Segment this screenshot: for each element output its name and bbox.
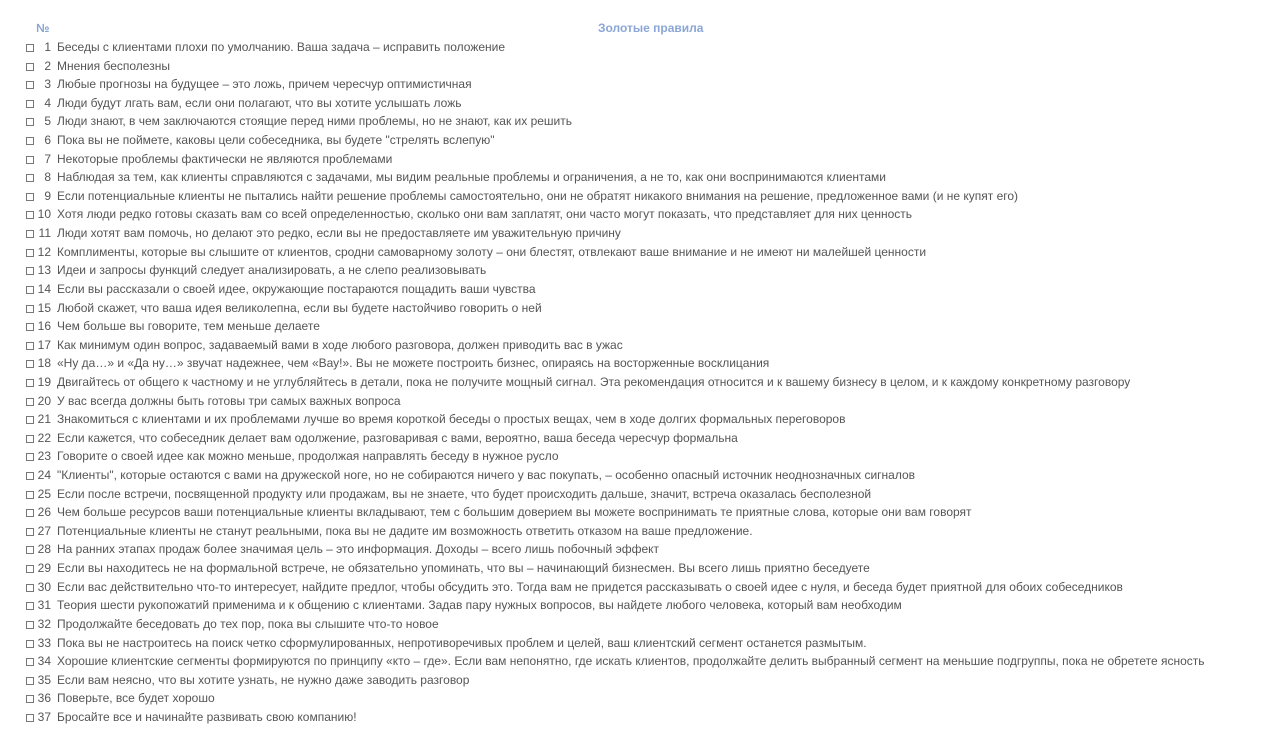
rule-number: 6 bbox=[44, 133, 51, 148]
checkbox[interactable] bbox=[26, 286, 34, 294]
checkbox[interactable] bbox=[26, 137, 34, 145]
list-item bbox=[0, 429, 1280, 448]
rule-number: 34 bbox=[37, 654, 51, 669]
list-item bbox=[0, 652, 1280, 671]
list-item bbox=[0, 187, 1280, 206]
table-header bbox=[0, 21, 1280, 37]
rule-text: Любые прогнозы на будущее – это ложь, причем чересчур оптимистичная bbox=[57, 77, 472, 92]
checkbox[interactable] bbox=[26, 491, 34, 499]
list-item bbox=[0, 392, 1280, 411]
rules-list bbox=[0, 38, 1280, 727]
list-item bbox=[0, 224, 1280, 243]
checkbox[interactable] bbox=[26, 398, 34, 406]
rule-number: 3 bbox=[44, 77, 51, 92]
list-item bbox=[0, 299, 1280, 318]
list-item bbox=[0, 634, 1280, 653]
checkbox[interactable] bbox=[26, 44, 34, 52]
rule-number: 11 bbox=[38, 226, 51, 241]
checkbox[interactable] bbox=[26, 416, 34, 424]
checkbox[interactable] bbox=[26, 174, 34, 182]
list-item bbox=[0, 447, 1280, 466]
rule-text: Хорошие клиентские сегменты формируются по принципу «кто – где». Если вам непонятно, где искать клиентов, продолжайте делить выбранный сегмент на меньшие подгруппы, пока не обретете ясность bbox=[57, 654, 1205, 669]
rule-text: "Клиенты", которые остаются с вами на дружеской ноге, но не собираются ничего у вас покупать, – особенно опасный источник неоднозначных сигналов bbox=[57, 468, 916, 483]
checkbox[interactable] bbox=[26, 695, 34, 703]
checkbox[interactable] bbox=[26, 453, 34, 461]
checkbox[interactable] bbox=[26, 267, 34, 275]
list-item bbox=[0, 205, 1280, 224]
list-item bbox=[0, 596, 1280, 615]
list-item bbox=[0, 112, 1280, 131]
checkbox[interactable] bbox=[26, 63, 34, 71]
rule-text: Если вы находитесь не на формальной встрече, не обязательно упоминать, что вы – начинающий бизнесмен. Вы всего лишь приятно беседуете bbox=[57, 561, 870, 576]
list-item bbox=[0, 671, 1280, 690]
rule-number: 2 bbox=[44, 58, 51, 73]
list-item bbox=[0, 522, 1280, 541]
list-item bbox=[0, 559, 1280, 578]
checkbox[interactable] bbox=[26, 156, 34, 164]
list-item bbox=[0, 410, 1280, 429]
checkbox[interactable] bbox=[26, 118, 34, 126]
rule-text: Чем больше ресурсов ваши потенциальные клиенты вкладывают, тем с большим доверием вы можете воспринимать те приятные слова, которые они вам говорят bbox=[57, 505, 972, 520]
list-item bbox=[0, 578, 1280, 597]
checkbox[interactable] bbox=[26, 249, 34, 257]
rule-number: 27 bbox=[37, 523, 51, 538]
rule-number: 15 bbox=[37, 300, 51, 315]
rule-number: 32 bbox=[37, 616, 51, 631]
rule-number: 26 bbox=[37, 505, 51, 520]
rule-number: 29 bbox=[37, 561, 51, 576]
rule-number: 36 bbox=[37, 691, 51, 706]
checkbox[interactable] bbox=[26, 211, 34, 219]
rule-text: У вас всегда должны быть готовы три самых важных вопроса bbox=[57, 393, 401, 408]
rule-number: 10 bbox=[37, 207, 51, 222]
checkbox[interactable] bbox=[26, 658, 34, 666]
rule-text: Говорите о своей идее как можно меньше, продолжая направлять беседу в нужное русло bbox=[57, 449, 559, 464]
list-item bbox=[0, 75, 1280, 94]
rule-number: 25 bbox=[37, 486, 51, 501]
list-item bbox=[0, 94, 1280, 113]
rule-number: 18 bbox=[37, 356, 51, 371]
checkbox[interactable] bbox=[26, 81, 34, 89]
checkbox[interactable] bbox=[26, 714, 34, 722]
rule-text: Некоторые проблемы фактически не являются проблемами bbox=[57, 151, 393, 166]
rule-text: Люди будут лгать вам, если они полагают, что вы хотите услышать ложь bbox=[57, 95, 462, 110]
checkbox[interactable] bbox=[26, 360, 34, 368]
number-column-header: № bbox=[36, 21, 50, 35]
list-item bbox=[0, 503, 1280, 522]
checkbox[interactable] bbox=[26, 546, 34, 554]
rule-number: 5 bbox=[44, 114, 51, 129]
rule-number: 4 bbox=[44, 95, 51, 110]
list-item bbox=[0, 354, 1280, 373]
rule-text: Если кажется, что собеседник делает вам одолжение, разговаривая с вами, вероятно, ваша беседа чересчур формальна bbox=[57, 430, 738, 445]
checkbox[interactable] bbox=[26, 472, 34, 480]
rule-text: Чем больше вы говорите, тем меньше делаете bbox=[57, 319, 320, 334]
rule-number: 14 bbox=[37, 281, 51, 296]
checkbox[interactable] bbox=[26, 435, 34, 443]
rule-text: Мнения бесполезны bbox=[57, 58, 170, 73]
checkbox[interactable] bbox=[26, 230, 34, 238]
rule-number: 9 bbox=[44, 188, 51, 203]
rule-text: Люди знают, в чем заключаются стоящие перед ними проблемы, но не знают, как их решить bbox=[57, 114, 572, 129]
title-column-header: Золотые правила bbox=[598, 21, 704, 35]
rule-text: Люди хотят вам помочь, но делают это редко, если вы не предоставляете им уважительную причину bbox=[57, 226, 621, 241]
rule-text: Если вы рассказали о своей идее, окружающие постараются пощадить ваши чувства bbox=[57, 281, 536, 296]
rule-number: 1 bbox=[44, 40, 51, 54]
checkbox[interactable] bbox=[26, 342, 34, 350]
rule-text: Наблюдая за тем, как клиенты справляются с задачами, мы видим реальные проблемы и ограничения, а не то, как они воспринимаются клиентами bbox=[57, 170, 887, 185]
list-item bbox=[0, 280, 1280, 299]
checkbox[interactable] bbox=[26, 323, 34, 331]
checkbox[interactable] bbox=[26, 305, 34, 313]
list-item bbox=[0, 38, 1280, 57]
list-item bbox=[0, 615, 1280, 634]
rule-text: Если вам неясно, что вы хотите узнать, не нужно даже заводить разговор bbox=[57, 672, 470, 687]
rule-text: На ранних этапах продаж более значимая цель – это информация. Доходы – всего лишь побочный эффект bbox=[57, 542, 660, 557]
rule-text: Продолжайте беседовать до тех пор, пока вы слышите что-то новое bbox=[57, 616, 439, 631]
list-item bbox=[0, 485, 1280, 504]
checkbox[interactable] bbox=[26, 193, 34, 201]
rule-number: 22 bbox=[37, 430, 51, 445]
rule-text: Беседы с клиентами плохи по умолчанию. Ваша задача – исправить положение bbox=[57, 40, 506, 54]
rule-number: 24 bbox=[37, 468, 51, 483]
checkbox[interactable] bbox=[26, 379, 34, 387]
rule-number: 12 bbox=[37, 244, 51, 259]
rule-number: 30 bbox=[37, 579, 51, 594]
checkbox[interactable] bbox=[26, 509, 34, 517]
checkbox[interactable] bbox=[26, 602, 34, 610]
rule-number: 7 bbox=[44, 151, 51, 166]
rule-text: Если потенциальные клиенты не пытались найти решение проблемы самостоятельно, они не обратят никакого внимания на решение, предложенное вами (и не купят его) bbox=[57, 188, 1019, 203]
checkbox[interactable] bbox=[26, 565, 34, 573]
rule-text: Поверьте, все будет хорошо bbox=[57, 691, 215, 706]
checkbox[interactable] bbox=[26, 100, 34, 108]
list-item bbox=[0, 150, 1280, 169]
list-item bbox=[0, 168, 1280, 187]
checkbox[interactable] bbox=[26, 621, 34, 629]
checkbox[interactable] bbox=[26, 528, 34, 536]
checkbox[interactable] bbox=[26, 640, 34, 648]
rule-text: Если вас действительно что-то интересует, найдите предлог, чтобы обсудить это. Тогда вам не придется рассказывать о своей идее с нуля, и беседа будет приятной для обоих собеседников bbox=[57, 579, 1123, 594]
rule-number: 21 bbox=[37, 412, 51, 427]
rule-number: 28 bbox=[37, 542, 51, 557]
rule-number: 37 bbox=[37, 709, 51, 724]
list-item bbox=[0, 336, 1280, 355]
list-item bbox=[0, 689, 1280, 708]
rule-number: 33 bbox=[37, 635, 51, 650]
rule-text: «Ну да…» и «Да ну…» звучат надежнее, чем «Вау!». Вы не можете построить бизнес, опираясь на восторженные восклицания bbox=[57, 356, 770, 371]
rule-number: 19 bbox=[37, 374, 51, 389]
rule-text: Если после встречи, посвященной продукту или продажам, вы не знаете, что будет происходить дальше, значит, встреча оказалась бесполезной bbox=[57, 486, 872, 501]
rule-text: Любой скажет, что ваша идея великолепна, если вы будете настойчиво говорить о ней bbox=[57, 300, 542, 315]
list-item bbox=[0, 708, 1280, 727]
rule-text: Пока вы не поймете, каковы цели собеседника, вы будете "стрелять вслепую" bbox=[57, 133, 495, 148]
rule-text: Пока вы не настроитесь на поиск четко сформулированных, непротиворечивых проблем и целей, ваш клиентский сегмент останется размытым. bbox=[57, 635, 867, 650]
rule-number: 8 bbox=[44, 170, 51, 185]
rule-number: 35 bbox=[37, 672, 51, 687]
checkbox[interactable] bbox=[26, 677, 34, 685]
rule-text: Потенциальные клиенты не станут реальными, пока вы не дадите им возможность ответить отказом на ваше предложение. bbox=[57, 523, 753, 538]
rule-text: Бросайте все и начинайте развивать свою компанию! bbox=[57, 709, 357, 724]
list-item bbox=[0, 57, 1280, 76]
rule-text: Хотя люди редко готовы сказать вам со всей определенностью, сколько они вам заплатят, они часто могут показать, что представляет для них ценность bbox=[57, 207, 912, 222]
rule-number: 31 bbox=[37, 598, 51, 613]
list-item bbox=[0, 243, 1280, 262]
rule-text: Теория шести рукопожатий применима и к общению с клиентами. Задав пару нужных вопросов, вы найдете любого человека, который вам необходим bbox=[57, 598, 902, 613]
list-item bbox=[0, 466, 1280, 485]
list-item bbox=[0, 373, 1280, 392]
checkbox[interactable] bbox=[26, 584, 34, 592]
rule-text: Комплименты, которые вы слышите от клиентов, сродни самоварному золоту – они блестят, отвлекают ваше внимание и не имеют ни малейшей ценности bbox=[57, 244, 927, 259]
rule-number: 16 bbox=[37, 319, 51, 334]
rule-text: Как минимум один вопрос, задаваемый вами в ходе любого разговора, должен приводить вас в ужас bbox=[57, 337, 623, 352]
rule-number: 17 bbox=[37, 337, 51, 352]
list-item bbox=[0, 540, 1280, 559]
rule-number: 13 bbox=[37, 263, 51, 278]
list-item bbox=[0, 131, 1280, 150]
list-item bbox=[0, 261, 1280, 280]
rule-text: Знакомиться с клиентами и их проблемами лучше во время короткой беседы о простых вещах, чем в ходе долгих формальных переговоров bbox=[57, 412, 846, 427]
rule-number: 23 bbox=[37, 449, 51, 464]
list-item bbox=[0, 317, 1280, 336]
rule-text: Двигайтесь от общего к частному и не углубляйтесь в детали, пока не получите мощный сигнал. Эта рекомендация относится и к вашему бизнесу в целом, и к каждому конкретному разговору bbox=[57, 374, 1131, 389]
rule-text: Идеи и запросы функций следует анализировать, а не слепо реализовывать bbox=[57, 263, 487, 278]
rule-number: 20 bbox=[37, 393, 51, 408]
